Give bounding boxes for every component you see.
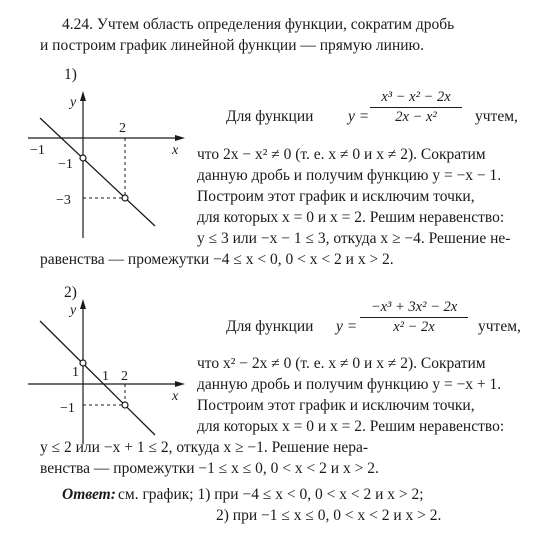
part1-frac-den: 2x − x²: [395, 109, 437, 125]
part1-fraction: [370, 89, 462, 126]
part2-frac-num: −x³ + 3x² − 2x: [360, 299, 468, 318]
part2-line-4: Построим этот график и исключим точки,: [197, 397, 475, 414]
graph1-tick-ym3: −3: [56, 193, 71, 208]
graph1-tick-xm1: −1: [30, 143, 45, 158]
graph2-tick-x2: 2: [121, 369, 128, 384]
graph2-hole-x0: [80, 360, 86, 366]
part2-line-5: для которых x = 0 и x = 2. Решим неравенство:: [197, 418, 505, 435]
part1-line-6: y ≤ 3 или −x − 1 ≤ 3, откуда x ≥ −4. Решение не-: [197, 230, 511, 247]
part1-line-5: для которых x = 0 и x = 2. Решим неравенство:: [197, 209, 505, 226]
graph-2: [20, 296, 190, 446]
part2-func-prefix: Для функции: [226, 318, 314, 335]
intro-line-1: 4.24. Учтем область определения функции, сократим дробь: [62, 16, 455, 33]
part2-label: 2): [64, 284, 77, 301]
graph2-line: [40, 321, 155, 435]
part2-func-suffix: учтем,: [478, 318, 521, 335]
answer-line-1: см. график; 1) при −4 ≤ x < 0, 0 < x < 2 и x > 2;: [118, 486, 424, 503]
part1-line-2: что 2x − x² ≠ 0 (т. е. x ≠ 0 и x ≠ 2). Сократим: [197, 146, 486, 163]
graph2-hole-x2: [122, 402, 128, 408]
graph2-tick-x1: 1: [102, 369, 109, 384]
part2-frac-den: x² − 2x: [393, 319, 435, 335]
part2-func-y: y =: [336, 318, 358, 335]
part1-func-y: y =: [348, 108, 370, 125]
graph1-x-arrow-icon: [175, 135, 185, 141]
part1-func-suffix: учтем,: [475, 108, 518, 125]
part2-line-7: венства — промежутки −1 ≤ x ≤ 0, 0 < x < 2 и x > 2.: [40, 460, 379, 477]
answer-label: Ответ:: [62, 486, 116, 503]
graph2-tick-ym1: −1: [60, 401, 75, 416]
part1-line-4: Построим этот график и исключим точки,: [197, 188, 475, 205]
answer-line-2: 2) при −1 ≤ x ≤ 0, 0 < x < 2 и x > 2.: [216, 507, 442, 524]
part2-line-2: что x² − 2x ≠ 0 (т. е. x ≠ 0 и x ≠ 2). Сократим: [197, 355, 486, 372]
graph1-tick-x2: 2: [119, 121, 126, 136]
graph2-tick-y1: 1: [72, 365, 79, 380]
graph2-y-arrow-icon: [80, 299, 86, 309]
graph1-line: [40, 118, 155, 226]
graph1-hole-x2: [122, 195, 128, 201]
part1-line-3: данную дробь и получим функцию y = −x − 1.: [197, 167, 502, 184]
graph1-hole-x0: [80, 155, 86, 161]
part2-fraction: [360, 299, 468, 336]
graph1-tick-ym1: −1: [58, 157, 73, 172]
part1-frac-num: x³ − x² − 2x: [370, 89, 462, 108]
graph1-y-label: y: [70, 95, 77, 110]
part1-func-prefix: Для функции: [226, 108, 314, 125]
graph1-x-label: x: [172, 143, 179, 158]
intro-line-2: и построим график линейной функции — прямую линию.: [40, 37, 424, 54]
part2-line-6: y ≤ 2 или −x + 1 ≤ 2, откуда x ≥ −1. Решение нера-: [40, 439, 369, 456]
graph2-x-label: x: [172, 389, 179, 404]
part1-label: 1): [64, 66, 77, 83]
part1-line-7: равенства — промежутки −4 ≤ x < 0, 0 < x < 2 и x > 2.: [40, 251, 394, 268]
graph2-y-label: y: [70, 303, 77, 318]
graph-1: [20, 88, 190, 240]
part2-line-3: данную дробь и получим функцию y = −x + 1.: [197, 376, 502, 393]
graph1-y-arrow-icon: [80, 91, 86, 101]
graph2-x-arrow-icon: [175, 381, 185, 387]
